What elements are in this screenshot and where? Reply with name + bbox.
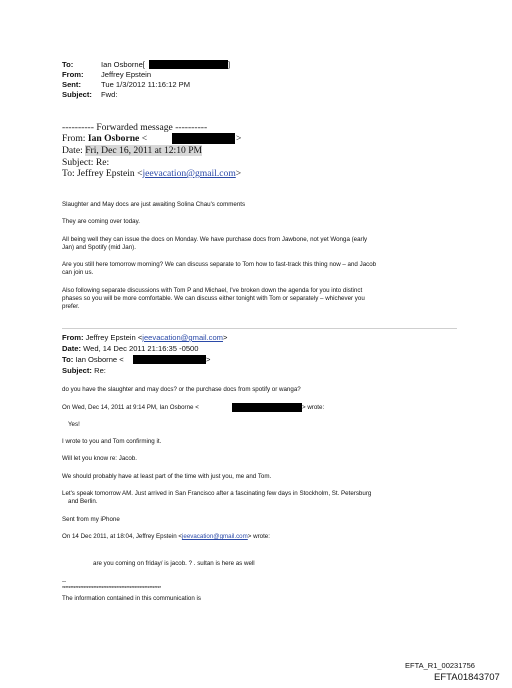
- message2-line: are you coming on friday/ is jacob. ? . sultan is here as well: [93, 560, 255, 567]
- separator-rule: [62, 328, 457, 329]
- reply-to: [62, 355, 124, 364]
- forwarded-subject: Subject: Re:: [62, 157, 110, 168]
- forwarded-date-value: Fri, Dec 16, 2011 at 12:10 PM: [85, 145, 203, 156]
- message1-paragraph: Slaughter and May docs are just awaiting Solina Chau's comments: [62, 201, 246, 208]
- message1-paragraph: can join us.: [62, 269, 94, 276]
- forwarded-to-prefix: To: Jeffrey Epstein <: [62, 168, 143, 179]
- reply-from-email-link[interactable]: jeevacation@gmail.com: [142, 333, 223, 342]
- message1-paragraph: Are you still here tomorrow morning? We can discuss separate to Tom how to fast-track this thing now – and Jacob: [62, 261, 377, 268]
- from-label: From:: [62, 70, 84, 79]
- reply-date: [62, 344, 199, 353]
- message1-paragraph: They are coming over today.: [62, 218, 140, 225]
- redaction-bar: [149, 60, 231, 69]
- sent-label: Sent:: [62, 80, 81, 89]
- message2-line: Yes!: [68, 421, 80, 428]
- reply-subject: [62, 366, 106, 375]
- message1-paragraph: phases so you will be more comfortable. We can discuss either tonight with Tom or separately – whichever you: [62, 295, 365, 302]
- reply-to-value: Ian Osborne <: [73, 355, 124, 364]
- forwarded-from-lt: <: [139, 133, 148, 144]
- message2-line: We should probably have at least part of the time with just you, me and Tom.: [62, 473, 272, 480]
- reply-from-value: Jeffrey Epstein <: [83, 333, 143, 342]
- quote-intro: On Wed, Dec 14, 2011 at 9:14 PM, Ian Osborne <: [62, 404, 199, 411]
- footer-ref: EFTA01843707: [434, 672, 500, 683]
- message2-line: Sent from my iPhone: [62, 516, 120, 523]
- forwarded-from-prefix: From:: [62, 133, 88, 144]
- forwarded-banner: ---------- Forwarded message ----------: [62, 122, 208, 133]
- on14-line: [62, 533, 270, 541]
- message2-line: Will let you know re: Jacob.: [62, 455, 137, 462]
- reply-subject-label: Subject:: [62, 366, 92, 375]
- to-label: To:: [62, 60, 74, 69]
- forwarded-from-name: Ian Osborne: [87, 133, 140, 144]
- footer-ref: EFTA_R1_00231756: [405, 661, 475, 670]
- to-value: Ian Osborne[: [101, 60, 145, 69]
- reply-to-close: >: [206, 355, 211, 364]
- reply-date-label: Date:: [62, 344, 81, 353]
- message1-paragraph: All being well they can issue the docs on Monday. We have purchase docs from Jawbone, not yet Wonga (early: [62, 236, 368, 243]
- message2-line: Let's speak tomorrow AM. Just arrived in San Francisco after a fascinating few days in Stockholm, St. Petersburg: [62, 490, 372, 497]
- subject-label: Subject:: [62, 90, 92, 99]
- redaction-bar: [133, 355, 206, 364]
- reply-date-value: Wed, 14 Dec 2011 21:16:35 -0500: [81, 344, 199, 353]
- message1-paragraph: prefer.: [62, 303, 80, 310]
- forwarded-date: [62, 145, 202, 156]
- reply-to-label: To:: [62, 355, 74, 364]
- on14-email-link[interactable]: jeevacation@gmail.com: [182, 533, 248, 540]
- message2-line: do you have the slaughter and may docs? or the purchase docs from spotify or wanga?: [62, 386, 301, 393]
- reply-from: [62, 333, 227, 342]
- quote-wrote: > wrote:: [302, 404, 325, 411]
- forwarded-to: [62, 168, 241, 179]
- message2-line: and Berlin.: [68, 498, 98, 505]
- forwarded-from-gt: >: [236, 133, 242, 144]
- reply-from-label: From:: [62, 333, 84, 342]
- forwarded-date-prefix: Date:: [62, 145, 86, 156]
- redaction-bar: [172, 133, 235, 144]
- message1-paragraph: Also following separate discussions with Tom P and Michael, I've broken down the agenda for you into distinct: [62, 287, 363, 294]
- forwarded-to-email-link[interactable]: jeevacation@gmail.com: [142, 168, 236, 179]
- on14-suffix: > wrote:: [247, 533, 270, 540]
- forwarded-to-suffix: >: [235, 168, 242, 179]
- forwarded-from: [62, 133, 147, 144]
- reply-subject-value: Re:: [91, 366, 106, 375]
- stars-divider: ************************************************************: [62, 586, 161, 592]
- redaction-bar: [232, 403, 302, 412]
- subject-value: Fwd:: [101, 90, 118, 99]
- message1-paragraph: Jan) and Spotify (mid Jan).: [62, 244, 136, 251]
- disclaimer-line: The information contained in this communication is: [62, 595, 201, 602]
- to-close: ]: [228, 60, 231, 69]
- reply-from-close: >: [223, 333, 228, 342]
- from-value: Jeffrey Epstein: [101, 70, 152, 79]
- sent-value: Tue 1/3/2012 11:16:12 PM: [101, 80, 191, 89]
- on14-prefix: On 14 Dec 2011, at 18:04, Jeffrey Epstein <: [62, 533, 182, 540]
- message2-line: I wrote to you and Tom confirming it.: [62, 438, 162, 445]
- signature-dashes: --: [62, 578, 67, 585]
